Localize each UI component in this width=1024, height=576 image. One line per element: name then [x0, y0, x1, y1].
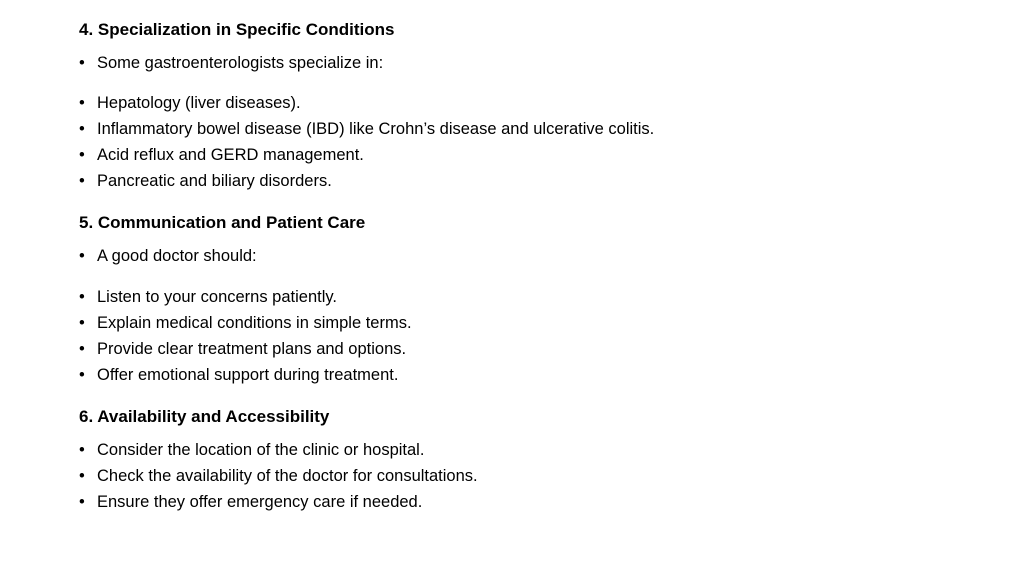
bullet-glyph: •	[79, 467, 85, 485]
bullet-item	[79, 466, 478, 486]
bullet-glyph: •	[79, 120, 85, 138]
section-heading-communication: 5. Communication and Patient Care	[79, 213, 366, 232]
bullet-item	[79, 171, 332, 191]
bullet-glyph: •	[79, 247, 85, 265]
bullet-item	[79, 492, 422, 512]
bullet-glyph: •	[79, 314, 85, 332]
bullet-text: Provide clear treatment plans and options.	[97, 340, 407, 358]
section-heading-specialization: 4. Specialization in Specific Conditions	[79, 20, 395, 39]
bullet-text: Inflammatory bowel disease (IBD) like Crohn’s disease and ulcerative colitis.	[97, 120, 655, 138]
bullet-text: Hepatology (liver diseases).	[97, 94, 301, 112]
bullet-glyph: •	[79, 54, 85, 72]
bullet-glyph: •	[79, 493, 85, 511]
bullet-glyph: •	[79, 441, 85, 459]
bullet-glyph: •	[79, 172, 85, 190]
bullet-glyph: •	[79, 366, 85, 384]
bullet-item	[79, 246, 257, 266]
bullet-item	[79, 119, 654, 139]
bullet-item	[79, 53, 383, 73]
bullet-text: Consider the location of the clinic or hospital.	[97, 441, 425, 459]
bullet-text: Offer emotional support during treatment.	[97, 366, 399, 384]
bullet-text: Listen to your concerns patiently.	[97, 288, 337, 306]
bullet-text: A good doctor should:	[97, 247, 257, 265]
bullet-text: Acid reflux and GERD management.	[97, 146, 364, 164]
bullet-text: Pancreatic and biliary disorders.	[97, 172, 332, 190]
section-heading-availability: 6. Availability and Accessibility	[79, 407, 330, 426]
bullet-item	[79, 287, 337, 307]
bullet-item	[79, 339, 406, 359]
bullet-text: Check the availability of the doctor for consultations.	[97, 467, 478, 485]
bullet-glyph: •	[79, 340, 85, 358]
bullet-item	[79, 93, 301, 113]
bullet-text: Ensure they offer emergency care if needed.	[97, 493, 423, 511]
bullet-item	[79, 440, 424, 460]
bullet-item	[79, 365, 398, 385]
bullet-glyph: •	[79, 94, 85, 112]
bullet-text: Some gastroenterologists specialize in:	[97, 54, 384, 72]
bullet-item	[79, 145, 364, 165]
bullet-text: Explain medical conditions in simple terms.	[97, 314, 412, 332]
bullet-glyph: •	[79, 288, 85, 306]
bullet-item	[79, 313, 412, 333]
bullet-glyph: •	[79, 146, 85, 164]
